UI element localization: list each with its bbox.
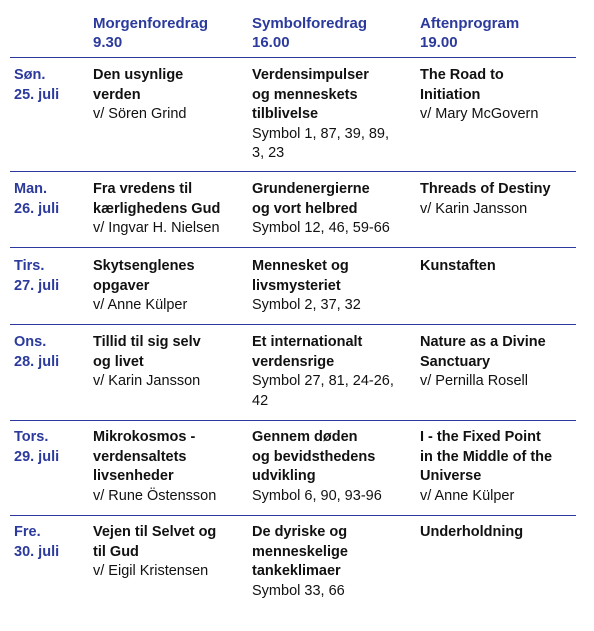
header-evening-title: Aftenprogram (420, 15, 520, 32)
lecture-title-line: og bevidsthedens (252, 448, 376, 465)
row-divider (10, 247, 576, 248)
morning-lecture (93, 428, 243, 506)
evening-program (420, 333, 570, 392)
header-symbol-time: 16.00 (252, 34, 290, 51)
lecture-title-line: kærlighedens Gud (93, 200, 221, 217)
lecture-title-line: Nature as a Divine (420, 334, 546, 350)
lecture-title-line: til Gud (93, 543, 139, 560)
evening-program (420, 180, 570, 219)
day-label (14, 428, 89, 467)
day-name: Tors. (14, 429, 49, 445)
lecture-title-line: Skytsenglenes (93, 258, 195, 274)
lecture-title-line: og livet (93, 353, 144, 370)
lecture-title-line: Universe (420, 468, 482, 484)
morning-lecture (93, 66, 243, 125)
lecture-title-line: verden (93, 86, 141, 103)
day-name: Fre. (14, 524, 41, 540)
lecture-title-line: livsmysteriet (252, 277, 341, 294)
day-label (14, 257, 89, 296)
lecture-title-line: opgaver (93, 277, 150, 294)
lecture-title-line: Grundenergierne (252, 181, 370, 197)
day-name: Ons. (14, 334, 47, 350)
evening-program (420, 523, 570, 543)
lecture-title-line: udvikling (252, 468, 316, 484)
symbol-numbers-line: Symbol 2, 37, 32 (252, 297, 361, 313)
lecture-title-line: in the Middle of the (420, 448, 553, 465)
morning-lecture (93, 333, 243, 392)
day-date: 28. juli (14, 353, 60, 370)
lecture-title-line: Mikrokosmos - (93, 429, 196, 445)
symbol-numbers-line: Symbol 27, 81, 24-26, (252, 373, 394, 389)
lecture-speaker: v/ Anne Külper (420, 487, 515, 504)
lecture-title-line: Fra vredens til (93, 181, 193, 197)
symbol-numbers-line: 42 (252, 392, 269, 409)
header-morning-title: Morgenforedrag (93, 15, 209, 32)
lecture-title-line: og menneskets (252, 86, 358, 103)
evening-program (420, 257, 570, 277)
lecture-title-line: Sanctuary (420, 353, 491, 370)
day-date: 29. juli (14, 448, 60, 465)
day-label (14, 523, 89, 562)
lecture-title-line: Tillid til sig selv (93, 334, 201, 350)
lecture-speaker: v/ Pernilla Rosell (420, 373, 528, 389)
lecture-title-line: tankeklimaer (252, 563, 341, 579)
symbol-lecture (252, 428, 410, 506)
lecture-title-line: Initiation (420, 86, 481, 103)
row-divider (10, 324, 576, 325)
lecture-title-line: Mennesket og (252, 258, 349, 274)
lecture-title-line: Den usynlige (93, 67, 184, 83)
lecture-title-line: tilblivelse (252, 106, 319, 122)
lecture-title-line: I - the Fixed Point (420, 429, 541, 445)
day-label (14, 333, 89, 372)
day-name: Man. (14, 181, 48, 197)
lecture-title-line: livsenheder (93, 468, 174, 484)
lecture-speaker: v/ Sören Grind (93, 106, 187, 122)
day-label (14, 66, 89, 105)
lecture-speaker: v/ Karin Jansson (93, 373, 201, 389)
lecture-speaker: v/ Karin Jansson (420, 200, 528, 217)
symbol-numbers-line: Symbol 12, 46, 59-66 (252, 220, 390, 236)
lecture-title-line: verdensaltets (93, 448, 187, 465)
day-name: Søn. (14, 67, 46, 83)
header-symbol-title: Symbolforedrag (252, 15, 368, 32)
lecture-speaker: v/ Ingvar H. Nielsen (93, 220, 220, 236)
lecture-title-line: Verdensimpulser (252, 67, 369, 83)
symbol-lecture (252, 257, 410, 316)
lecture-title-line: menneskelige (252, 543, 348, 560)
day-label (14, 180, 89, 219)
lecture-title-line: Vejen til Selvet og (93, 524, 217, 540)
lecture-title-line: Underholdning (420, 524, 524, 540)
header-evening (420, 14, 519, 52)
lecture-speaker: v/ Rune Östensson (93, 487, 217, 504)
row-divider (10, 171, 576, 172)
evening-program (420, 66, 570, 125)
row-divider (10, 515, 576, 516)
symbol-numbers-line: 3, 23 (252, 145, 285, 161)
row-divider (10, 420, 576, 421)
lecture-title-line: Et internationalt (252, 334, 363, 350)
lecture-speaker: v/ Eigil Kristensen (93, 563, 209, 579)
day-date: 30. juli (14, 543, 60, 560)
lecture-title-line: og vort helbred (252, 200, 358, 217)
header-symbol (252, 14, 367, 52)
day-date: 27. juli (14, 277, 60, 294)
header-morning-time: 9.30 (93, 34, 123, 51)
symbol-lecture (252, 66, 410, 164)
header-morning (93, 14, 208, 52)
symbol-numbers-line: Symbol 33, 66 (252, 582, 345, 599)
day-date: 25. juli (14, 86, 60, 103)
symbol-lecture (252, 180, 410, 239)
row-divider (10, 57, 576, 58)
symbol-numbers-line: Symbol 1, 87, 39, 89, (252, 125, 390, 142)
symbol-lecture (252, 523, 410, 601)
symbol-lecture (252, 333, 410, 411)
lecture-title-line: Kunstaften (420, 258, 496, 274)
morning-lecture (93, 523, 243, 582)
day-date: 26. juli (14, 200, 60, 217)
lecture-title-line: Gennem døden (252, 429, 358, 445)
header-evening-time: 19.00 (420, 34, 458, 51)
lecture-title-line: De dyriske og (252, 524, 348, 540)
evening-program (420, 428, 570, 506)
morning-lecture (93, 180, 243, 239)
morning-lecture (93, 257, 243, 316)
day-name: Tirs. (14, 258, 45, 274)
lecture-speaker: v/ Anne Külper (93, 297, 188, 313)
lecture-speaker: v/ Mary McGovern (420, 106, 539, 122)
symbol-numbers-line: Symbol 6, 90, 93-96 (252, 487, 382, 504)
lecture-title-line: Threads of Destiny (420, 181, 551, 197)
lecture-title-line: The Road to (420, 67, 504, 83)
lecture-title-line: verdensrige (252, 353, 335, 370)
